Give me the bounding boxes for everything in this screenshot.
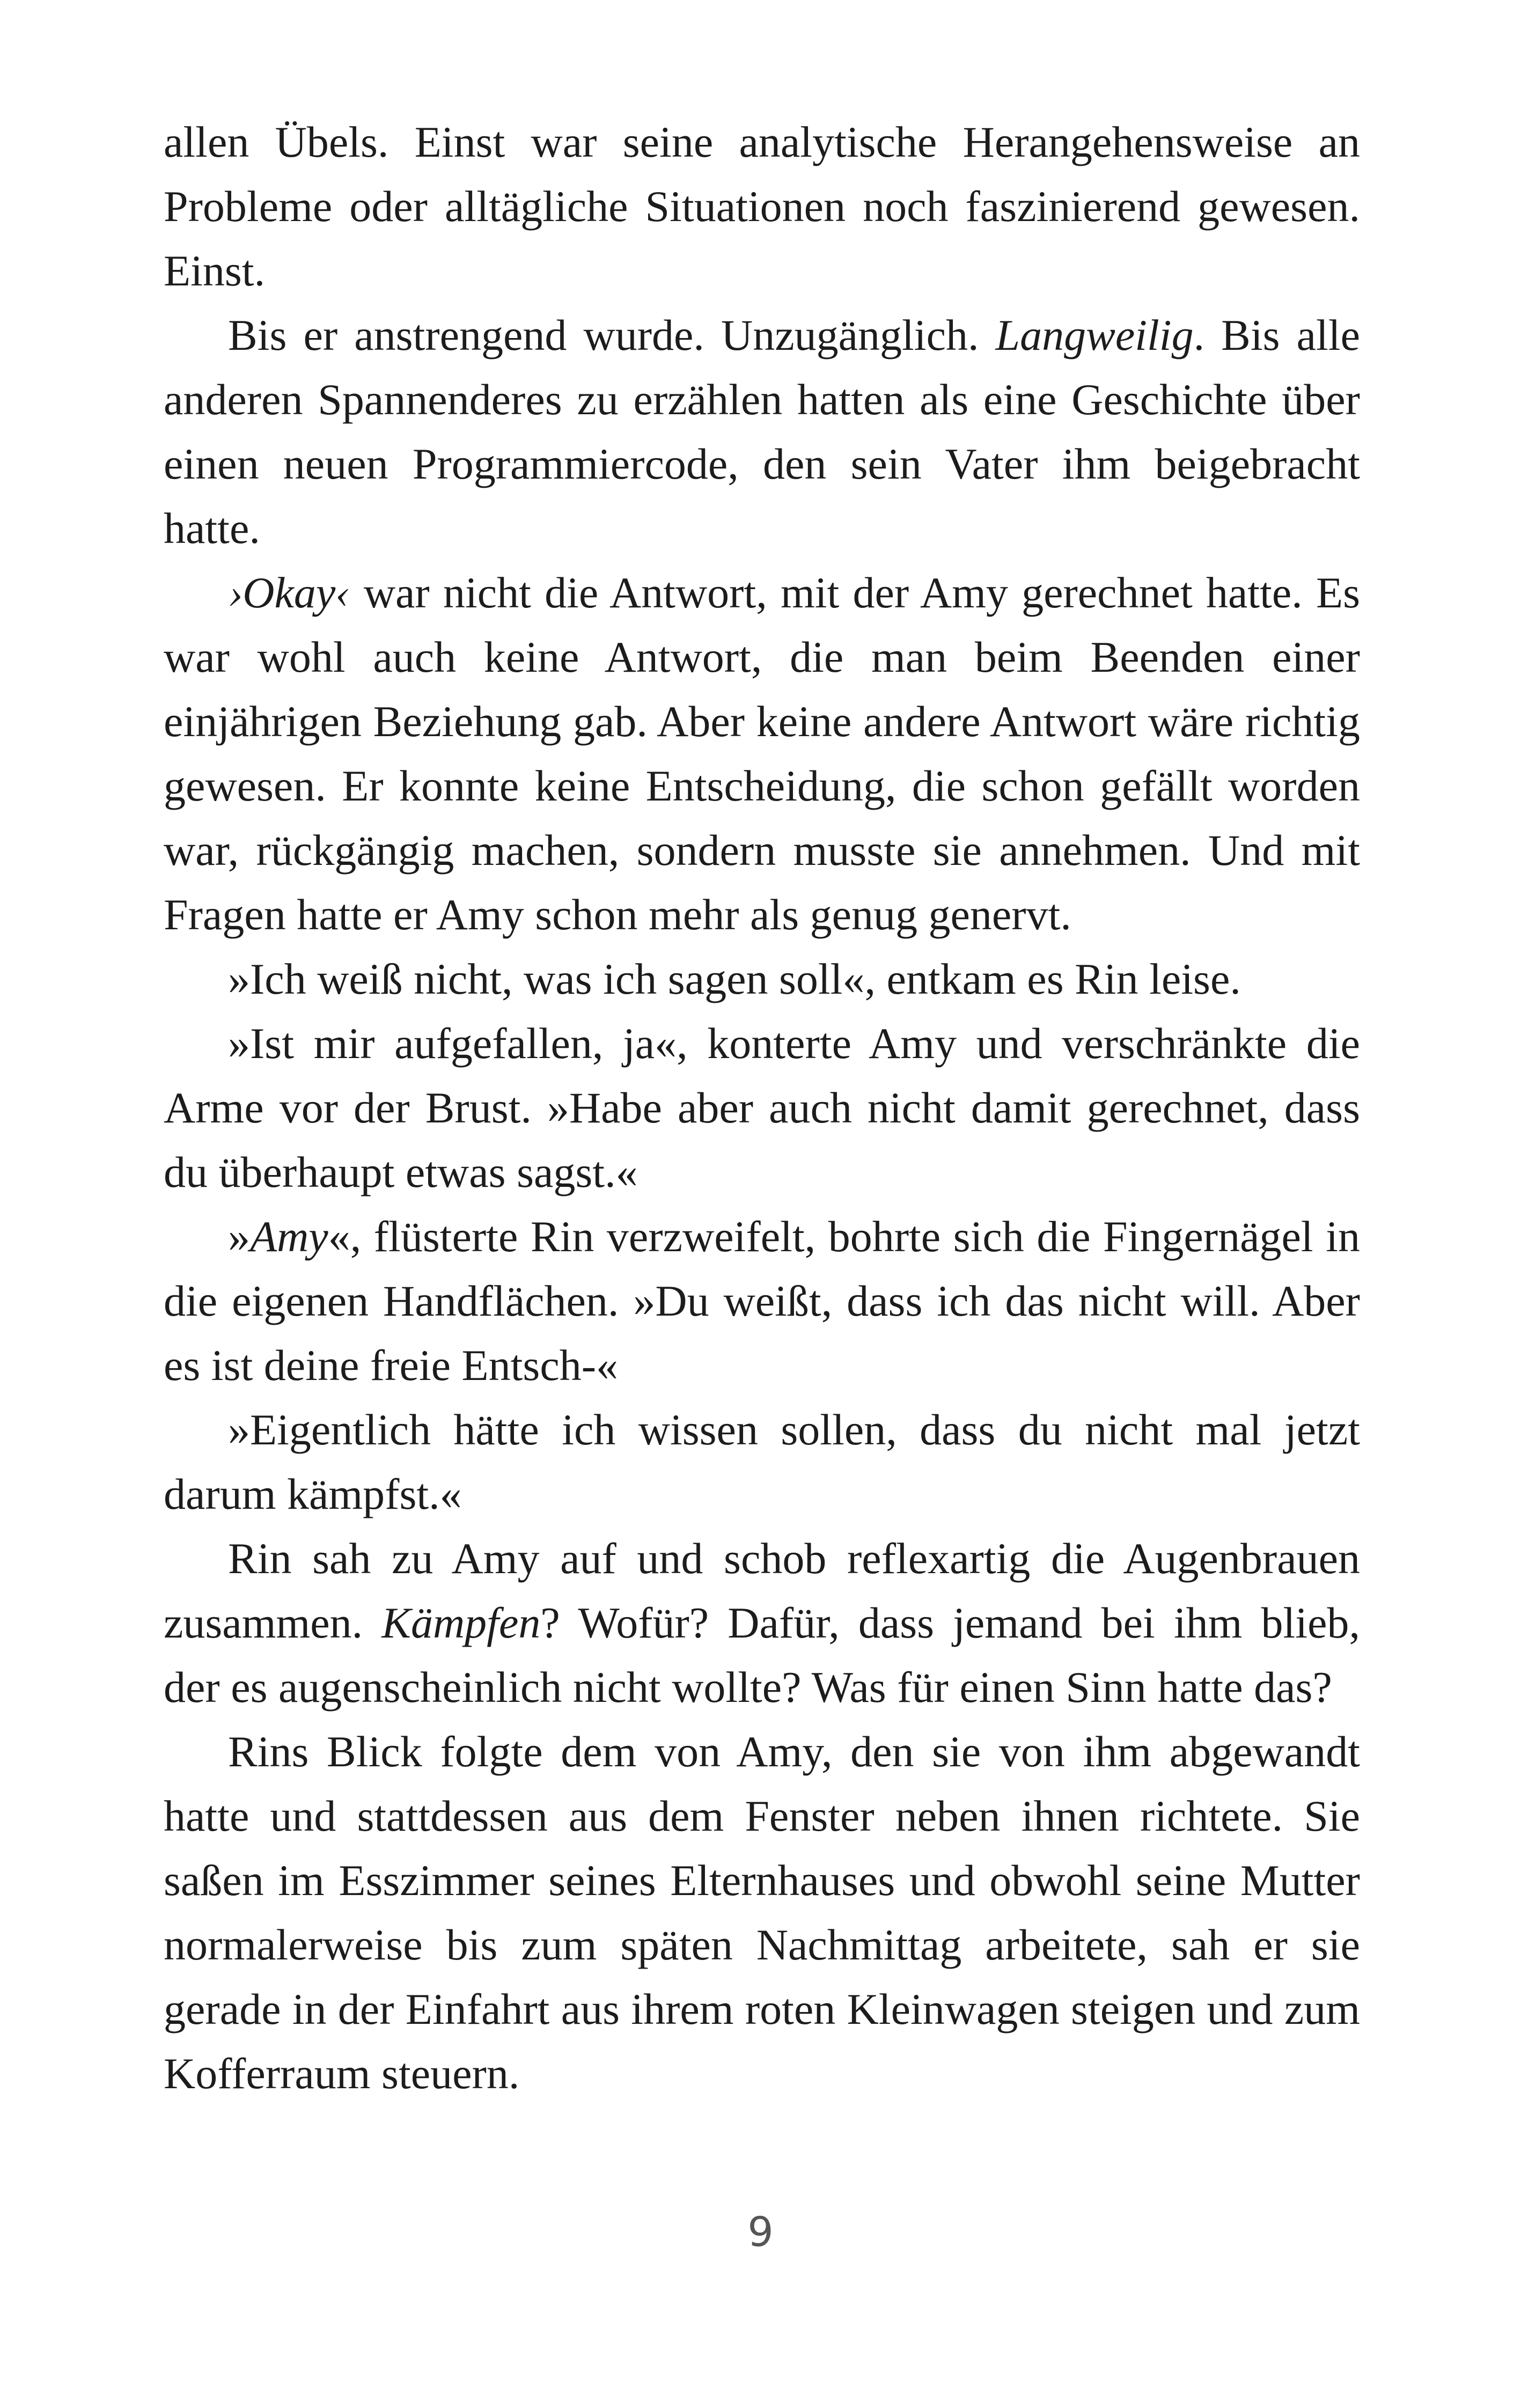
- text-run: »Ich weiß nicht, was ich sagen soll«, entkam es Rin leise.: [228, 955, 1241, 1003]
- paragraph: [164, 947, 1360, 1011]
- text-run: «, flüsterte Rin verzweifelt, bohrte sich die Fingernägel in die eigenen Handflächen. »Du weißt, dass ich das nicht will. Aber es ist deine freie Entsch-«: [164, 1212, 1360, 1390]
- text-run: war nicht die Antwort, mit der Amy gerechnet hatte. Es war wohl auch keine Antwort, die man beim Beenden einer einjährigen Beziehung gab. Aber keine andere Antwort wäre richtig gewesen. Er konnte keine Entscheidung, die schon gefällt worden war, rückgängig machen, sondern musste sie annehmen. Und mit Fragen hatte er Amy schon mehr als genug genervt.: [164, 568, 1360, 939]
- text-run: . Bis alle anderen Spannenderes zu erzählen hatten als eine Geschichte über einen neuen Programmiercode, den sein Vater ihm beigebracht hatte.: [164, 311, 1360, 553]
- paragraph: [164, 1398, 1360, 1526]
- text-run: allen Übels. Einst war seine analytische Herangehensweise an Probleme oder alltägliche Situationen noch faszinierend gewesen. Einst.: [164, 118, 1360, 295]
- italic-text: Langweilig: [995, 311, 1194, 359]
- text-run: »: [228, 1212, 250, 1261]
- text-run: Bis er anstrengend wurde. Unzugänglich.: [228, 311, 996, 359]
- text-run: »Ist mir aufgefallen, ja«, konterte Amy und verschränkte die Arme vor der Brust. »Habe aber auch nicht damit gerechnet, dass du überhaupt etwas sagst.«: [164, 1019, 1360, 1196]
- text-run: Rin sah zu Amy auf und schob reflexartig die Augenbrauen zusammen.: [164, 1534, 1360, 1647]
- paragraph: [164, 1526, 1360, 1720]
- paragraph: [164, 1011, 1360, 1205]
- italic-text: ›Okay‹: [228, 568, 350, 617]
- text-run: Rins Blick folgte dem von Amy, den sie von ihm abgewandt hatte und stattdessen aus dem Fenster neben ihnen richtete. Sie saßen im Esszimmer seines Elternhauses und obwohl seine Mutter normalerweise bis zum späten Nachmittag arbeitete, sah er sie gerade in der Einfahrt aus ihrem roten Kleinwagen steigen und zum Kofferraum steuern.: [164, 1727, 1360, 2098]
- paragraph: [164, 110, 1360, 303]
- text-run: »Eigentlich hätte ich wissen sollen, dass du nicht mal jetzt darum kämpfst.«: [164, 1405, 1360, 1518]
- paragraph: [164, 303, 1360, 561]
- page-number: 9: [747, 2208, 774, 2256]
- italic-text: Kämpfen: [381, 1598, 541, 1647]
- body-text: [164, 110, 1360, 2106]
- text-run: ? Wofür? Dafür, dass jemand bei ihm blieb, der es augenscheinlich nicht wollte? Was für einen Sinn hatte das?: [164, 1598, 1360, 1712]
- paragraph: [164, 1205, 1360, 1398]
- italic-text: Amy: [250, 1212, 328, 1261]
- paragraph: [164, 561, 1360, 947]
- paragraph: [164, 1720, 1360, 2106]
